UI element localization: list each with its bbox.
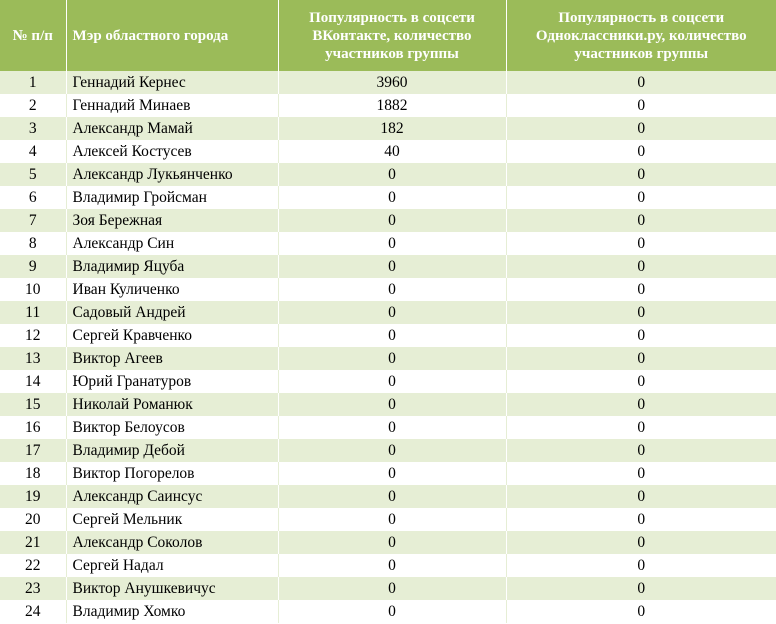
table-row	[0, 531, 776, 554]
table-row	[0, 71, 776, 94]
ok-count: 0	[506, 600, 776, 623]
vk-count: 0	[278, 462, 506, 485]
row-number: 4	[0, 140, 66, 163]
ok-count: 0	[506, 393, 776, 416]
ok-count: 0	[506, 324, 776, 347]
ok-count: 0	[506, 370, 776, 393]
header-mayor: Мэр областного города	[66, 0, 278, 71]
mayor-name: Зоя Бережная	[66, 209, 278, 232]
row-number: 15	[0, 393, 66, 416]
table-row	[0, 370, 776, 393]
mayor-name: Сергей Надал	[66, 554, 278, 577]
mayor-name: Александр Син	[66, 232, 278, 255]
ok-count: 0	[506, 577, 776, 600]
table-row	[0, 255, 776, 278]
ok-count: 0	[506, 209, 776, 232]
vk-count: 182	[278, 117, 506, 140]
vk-count: 0	[278, 347, 506, 370]
ok-count: 0	[506, 439, 776, 462]
row-number: 5	[0, 163, 66, 186]
row-number: 11	[0, 301, 66, 324]
mayor-name: Александр Соколов	[66, 531, 278, 554]
mayor-name: Владимир Яцуба	[66, 255, 278, 278]
table-row	[0, 462, 776, 485]
table-row	[0, 163, 776, 186]
ok-count: 0	[506, 117, 776, 140]
mayor-name: Виктор Погорелов	[66, 462, 278, 485]
table-row	[0, 117, 776, 140]
vk-count: 0	[278, 301, 506, 324]
mayor-name: Владимир Дебой	[66, 439, 278, 462]
table-row	[0, 439, 776, 462]
vk-count: 0	[278, 209, 506, 232]
vk-count: 0	[278, 600, 506, 623]
vk-count: 3960	[278, 71, 506, 94]
table-row	[0, 278, 776, 301]
vk-count: 0	[278, 416, 506, 439]
row-number: 8	[0, 232, 66, 255]
table-row	[0, 600, 776, 623]
ok-count: 0	[506, 278, 776, 301]
table-row	[0, 301, 776, 324]
table-row	[0, 232, 776, 255]
ok-count: 0	[506, 232, 776, 255]
table-row	[0, 508, 776, 531]
row-number: 20	[0, 508, 66, 531]
row-number: 1	[0, 71, 66, 94]
vk-count: 1882	[278, 94, 506, 117]
mayor-name: Виктор Анушкевичус	[66, 577, 278, 600]
mayor-name: Садовый Андрей	[66, 301, 278, 324]
table-row	[0, 393, 776, 416]
row-number: 21	[0, 531, 66, 554]
row-number: 16	[0, 416, 66, 439]
mayor-name: Александр Лукьянченко	[66, 163, 278, 186]
row-number: 6	[0, 186, 66, 209]
mayor-name: Алексей Костусев	[66, 140, 278, 163]
table-row	[0, 209, 776, 232]
ok-count: 0	[506, 186, 776, 209]
table-row	[0, 140, 776, 163]
mayor-name: Владимир Хомко	[66, 600, 278, 623]
row-number: 14	[0, 370, 66, 393]
ok-count: 0	[506, 140, 776, 163]
table-row	[0, 416, 776, 439]
vk-count: 0	[278, 531, 506, 554]
row-number: 7	[0, 209, 66, 232]
row-number: 13	[0, 347, 66, 370]
mayor-name: Владимир Гройсман	[66, 186, 278, 209]
mayor-name: Николай Романюк	[66, 393, 278, 416]
ok-count: 0	[506, 163, 776, 186]
row-number: 12	[0, 324, 66, 347]
row-number: 22	[0, 554, 66, 577]
vk-count: 0	[278, 255, 506, 278]
mayor-name: Сергей Кравченко	[66, 324, 278, 347]
ok-count: 0	[506, 347, 776, 370]
vk-count: 0	[278, 577, 506, 600]
ok-count: 0	[506, 485, 776, 508]
vk-count: 0	[278, 232, 506, 255]
ok-count: 0	[506, 416, 776, 439]
table-row	[0, 554, 776, 577]
vk-count: 0	[278, 324, 506, 347]
ok-count: 0	[506, 94, 776, 117]
vk-count: 40	[278, 140, 506, 163]
ok-count: 0	[506, 71, 776, 94]
header-row	[0, 0, 776, 71]
table-row	[0, 485, 776, 508]
mayor-name: Александр Саинсус	[66, 485, 278, 508]
ok-count: 0	[506, 301, 776, 324]
vk-count: 0	[278, 485, 506, 508]
mayor-name: Виктор Белоусов	[66, 416, 278, 439]
mayor-name: Александр Мамай	[66, 117, 278, 140]
row-number: 18	[0, 462, 66, 485]
table-body	[0, 71, 776, 623]
header-number: № п/п	[0, 0, 66, 71]
mayor-name: Геннадий Кернес	[66, 71, 278, 94]
ok-count: 0	[506, 554, 776, 577]
ok-count: 0	[506, 255, 776, 278]
row-number: 9	[0, 255, 66, 278]
vk-count: 0	[278, 439, 506, 462]
mayor-name: Геннадий Минаев	[66, 94, 278, 117]
mayor-name: Юрий Гранатуров	[66, 370, 278, 393]
table-row	[0, 324, 776, 347]
table-row	[0, 577, 776, 600]
mayor-name: Виктор Агеев	[66, 347, 278, 370]
table-row	[0, 94, 776, 117]
vk-count: 0	[278, 508, 506, 531]
ok-count: 0	[506, 531, 776, 554]
row-number: 24	[0, 600, 66, 623]
table-row	[0, 347, 776, 370]
ok-count: 0	[506, 462, 776, 485]
mayor-name: Сергей Мельник	[66, 508, 278, 531]
row-number: 19	[0, 485, 66, 508]
vk-count: 0	[278, 370, 506, 393]
row-number: 23	[0, 577, 66, 600]
vk-count: 0	[278, 554, 506, 577]
vk-count: 0	[278, 278, 506, 301]
row-number: 2	[0, 94, 66, 117]
header-vkontakte: Популярность в соцсети ВКонтакте, количество участников группы	[278, 0, 506, 71]
vk-count: 0	[278, 163, 506, 186]
row-number: 3	[0, 117, 66, 140]
mayor-name: Иван Куличенко	[66, 278, 278, 301]
table-row	[0, 186, 776, 209]
row-number: 10	[0, 278, 66, 301]
vk-count: 0	[278, 393, 506, 416]
row-number: 17	[0, 439, 66, 462]
ok-count: 0	[506, 508, 776, 531]
vk-count: 0	[278, 186, 506, 209]
header-odnoklassniki: Популярность в соцсети Одноклассники.ру, количество участников группы	[506, 0, 776, 71]
